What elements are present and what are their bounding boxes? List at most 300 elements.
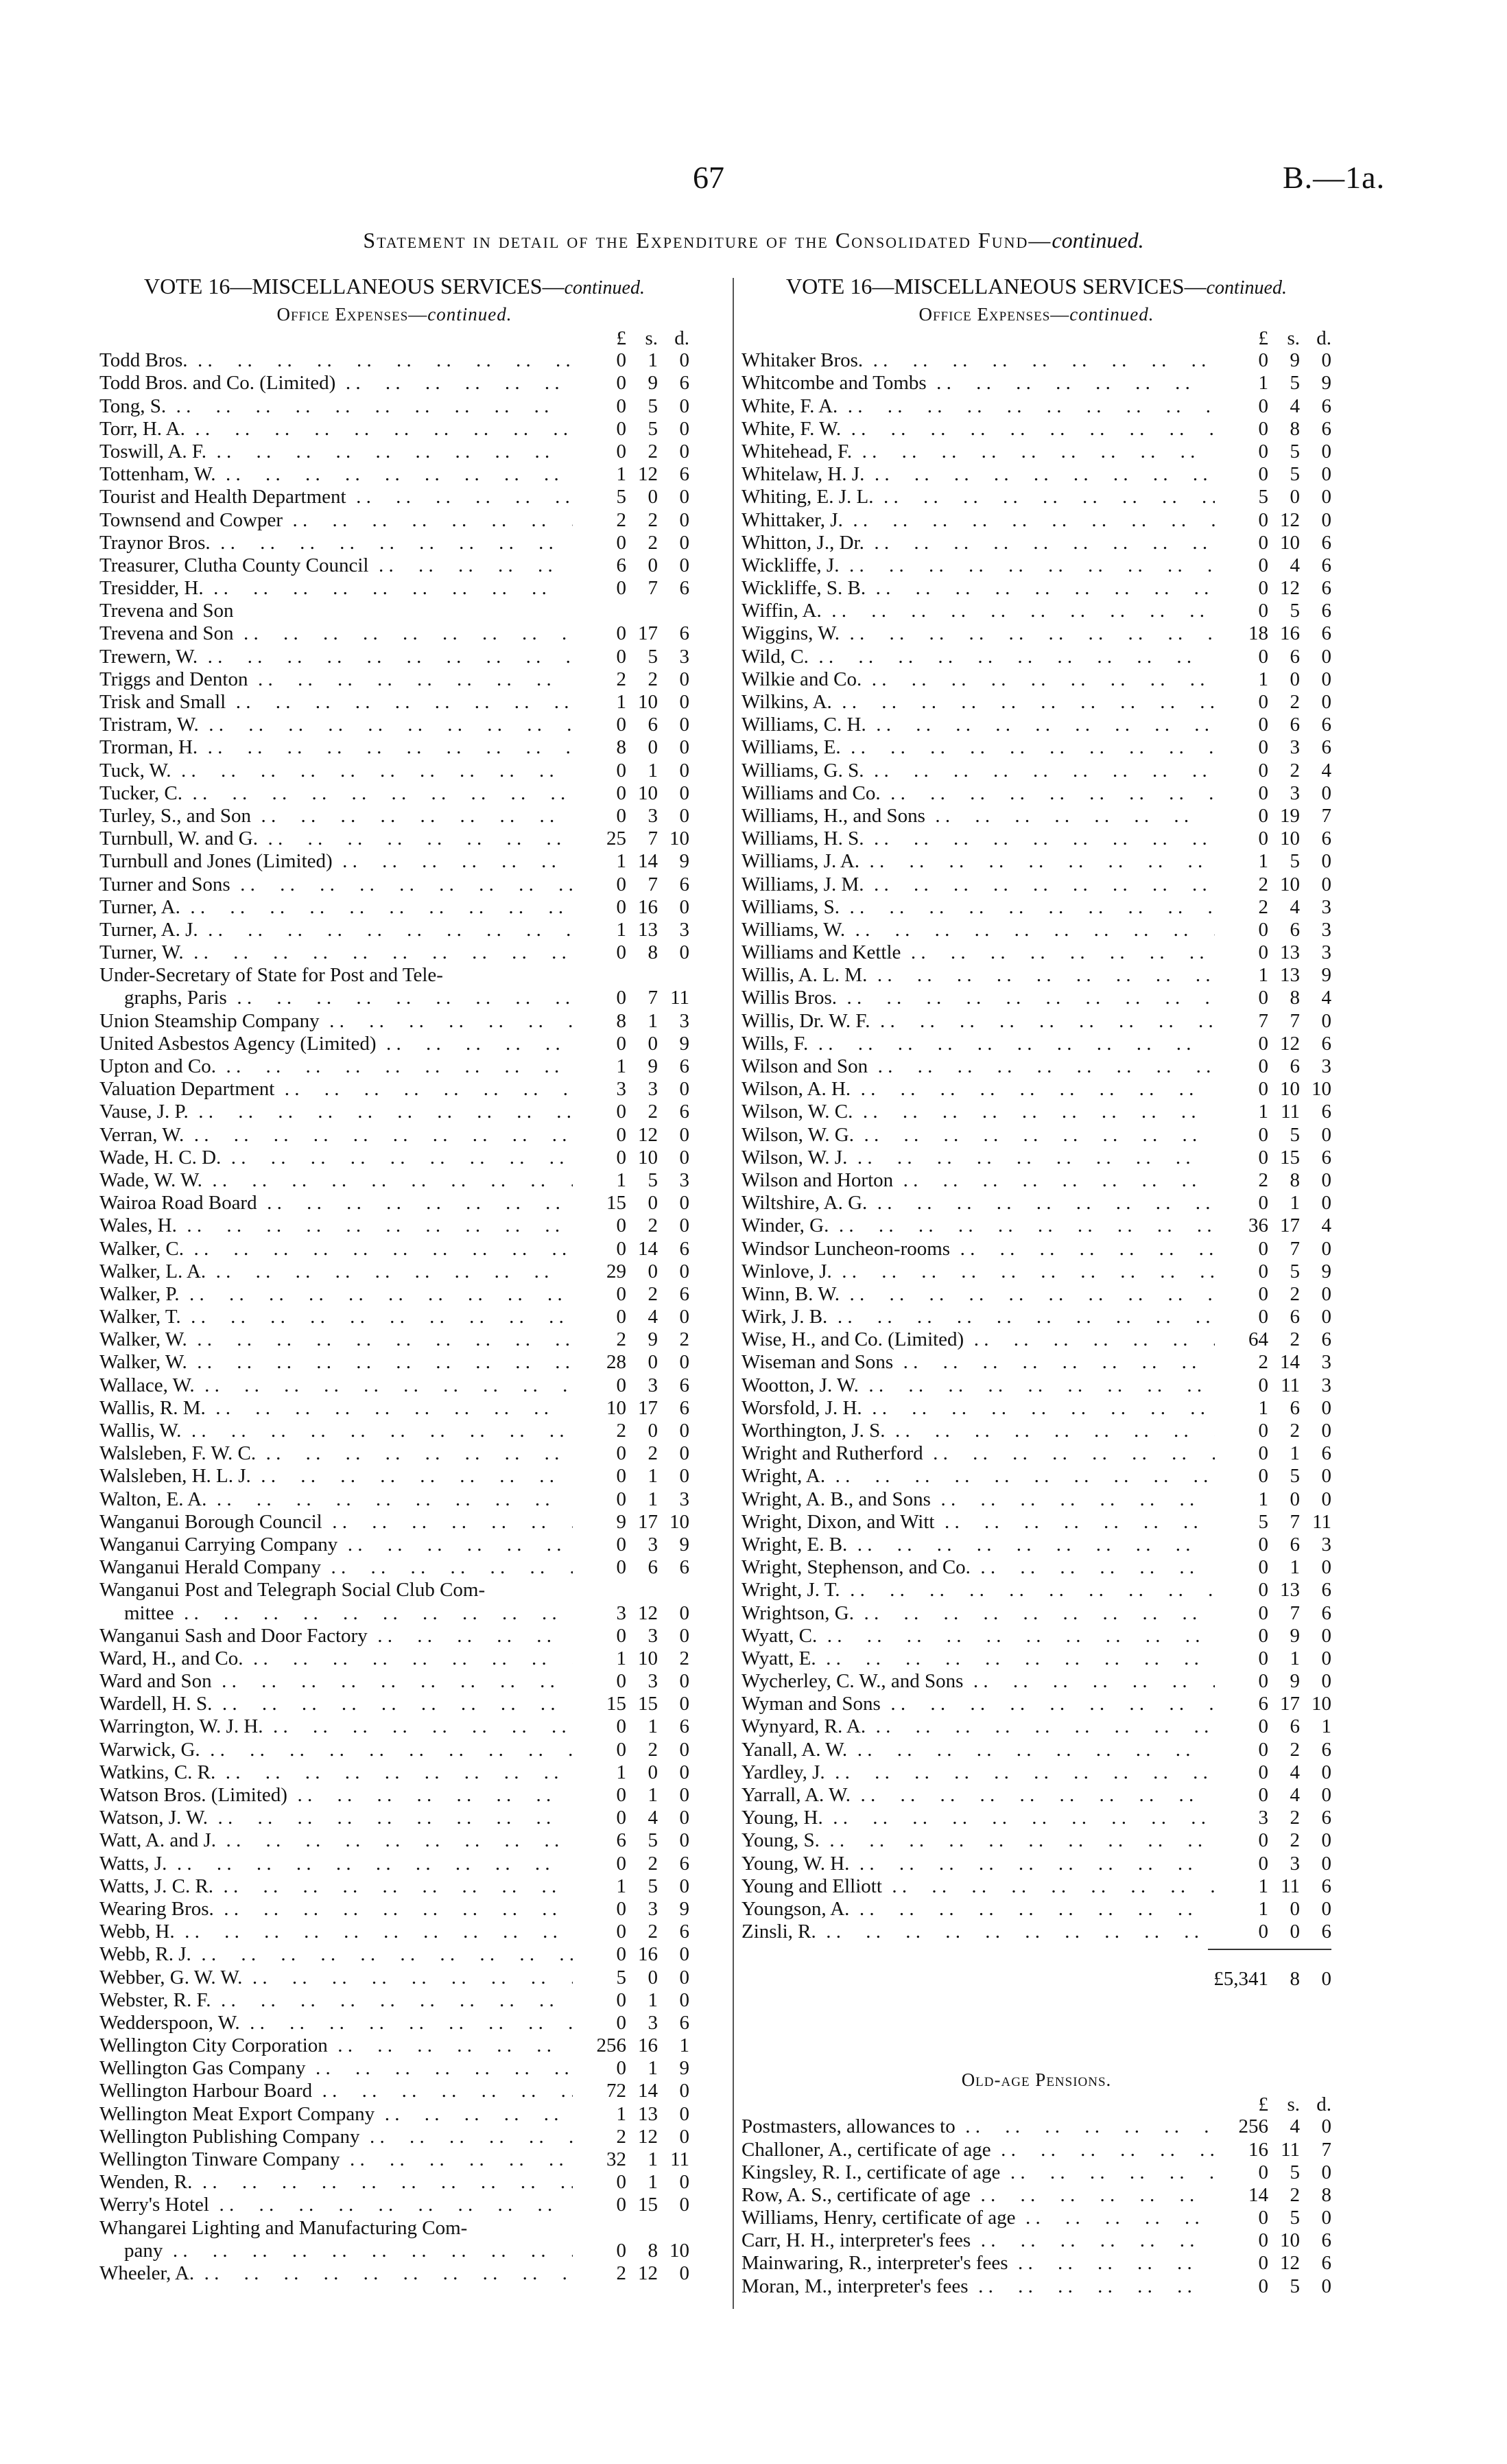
- ledger-row: [99, 645, 689, 668]
- shillings-value: 0: [648, 1420, 658, 1442]
- page-title: [0, 228, 1507, 253]
- pence-value: 0: [679, 1260, 689, 1282]
- pence-value: 0: [1321, 2115, 1331, 2138]
- pence-value: 0: [679, 1192, 689, 1215]
- payee-name: Wright, Dixon, and Witt . .: [741, 1511, 1215, 1534]
- payee-name: Young, S. . .: [741, 1829, 1215, 1852]
- ledger-row: [741, 1215, 1331, 1237]
- oap-ledger: [741, 2115, 1331, 2298]
- shillings-value: 12: [638, 463, 658, 486]
- pounds-value: 0: [1258, 1921, 1268, 1943]
- pounds-value: 0: [616, 1032, 626, 1055]
- ledger-row: [741, 782, 1331, 805]
- pence-value: 3: [1321, 1533, 1331, 1556]
- payee-name: Wairoa Road Board . .: [99, 1192, 573, 1215]
- shillings-value: 1: [648, 2148, 658, 2170]
- payee-name: Wrightson, G. . .: [741, 1602, 1215, 1625]
- pounds-value: 0: [1258, 577, 1268, 600]
- shillings-value: 4: [1290, 895, 1300, 918]
- shillings-value: 1: [648, 2057, 658, 2080]
- shillings-value: 1: [648, 1009, 658, 1032]
- shillings-value: 12: [1280, 577, 1300, 600]
- shillings-value: 5: [648, 1169, 658, 1191]
- ledger-row: [741, 850, 1331, 873]
- ledger-row: [99, 1442, 689, 1465]
- shillings-value: 3: [648, 1670, 658, 1693]
- pence-value: 0: [679, 714, 689, 736]
- payee-name: Whiting, E. J. L. . .: [741, 486, 1215, 508]
- pence-value: 6: [1321, 1601, 1331, 1624]
- pounds-value: 2: [616, 2262, 626, 2284]
- right-section-heading: [741, 301, 1331, 327]
- pounds-value: 0: [1258, 2161, 1268, 2183]
- ledger-row: [741, 2229, 1331, 2252]
- pounds-value: 0: [1258, 782, 1268, 804]
- pounds-value: 0: [1258, 508, 1268, 531]
- pence-value: 0: [679, 804, 689, 827]
- pence-value: 6: [1321, 600, 1331, 622]
- pounds-value: 0: [1258, 1306, 1268, 1328]
- payee-name: Wiffin, A. . .: [741, 600, 1215, 622]
- payee-name: Tong, S. . .: [99, 395, 573, 418]
- ledger-row: [741, 2184, 1331, 2207]
- pounds-value: 0: [616, 1215, 626, 1237]
- pounds-value: 25: [606, 828, 626, 850]
- ledger-row: [99, 1215, 689, 1237]
- shillings-value: 5: [648, 395, 658, 417]
- payee-name: Wade, W. W. . .: [99, 1169, 573, 1192]
- shillings-value: 6: [648, 1556, 658, 1579]
- pounds-value: 0: [1258, 804, 1268, 827]
- pounds-value: 0: [1258, 941, 1268, 964]
- payee-name: Wedderspoon, W. . .: [99, 2012, 573, 2034]
- shillings-value: 2: [648, 1921, 658, 1943]
- shillings-value: 1: [648, 1715, 658, 1738]
- ledger-row: [741, 1488, 1331, 1510]
- ledger-row: [99, 508, 689, 531]
- shillings-value: 10: [1280, 873, 1300, 895]
- pence-value: 6: [679, 1374, 689, 1396]
- ledger-row: [99, 1420, 689, 1442]
- pounds-value: 1: [1258, 1488, 1268, 1510]
- payee-name: Ward, H., and Co. . .: [99, 1647, 573, 1670]
- ledger-row: [741, 1807, 1331, 1829]
- shillings-value: 1: [648, 1988, 658, 2011]
- pounds-value: 0: [1258, 1032, 1268, 1055]
- pence-value: 0: [679, 1146, 689, 1169]
- pence-value: 6: [1321, 395, 1331, 417]
- payee-name: Williams, H., and Sons . .: [741, 805, 1215, 828]
- shillings-value: 4: [648, 1807, 658, 1829]
- pence-value: 0: [1321, 1169, 1331, 1191]
- payee-name: Treasurer, Clutha County Council . .: [99, 554, 573, 577]
- pounds-value: 2: [1258, 1351, 1268, 1374]
- shillings-value: 16: [638, 2034, 658, 2057]
- pence-value: 0: [679, 508, 689, 531]
- payee-name: Watt, A. and J. . .: [99, 1829, 573, 1852]
- pounds-value: 0: [1258, 463, 1268, 486]
- pounds-value: 72: [606, 2080, 626, 2102]
- pence-value: 0: [1321, 1396, 1331, 1419]
- shillings-value: 14: [638, 1237, 658, 1260]
- pounds-value: 0: [1258, 2229, 1268, 2252]
- ledger-row: [741, 372, 1331, 395]
- pounds-value: 0: [1258, 1715, 1268, 1738]
- pence-value: 6: [1321, 1921, 1331, 1943]
- ledger-row: [741, 554, 1331, 577]
- pence-value: 3: [679, 645, 689, 668]
- pounds-value: 9: [616, 1510, 626, 1533]
- shillings-value: 12: [638, 1601, 658, 1624]
- payee-name: Whitelaw, H. J. . .: [741, 463, 1215, 486]
- payee-name: Watson, J. W. . .: [99, 1807, 573, 1829]
- shillings-value: 0: [648, 1032, 658, 1055]
- payee-name: Wickliffe, J. . .: [741, 554, 1215, 577]
- right-vote-heading: [741, 273, 1331, 301]
- pounds-value: 0: [1258, 1556, 1268, 1579]
- pounds-value: 1: [616, 2102, 626, 2125]
- office-expenses-total: [741, 1960, 1331, 1991]
- payee-name: Willis, Dr. W. F. . .: [741, 1010, 1215, 1033]
- ledger-row: [99, 349, 689, 372]
- pounds-value: 0: [616, 804, 626, 827]
- pence-value: 0: [1321, 1647, 1331, 1669]
- payee-name: Williams, Henry, certificate of age . .: [741, 2207, 1215, 2229]
- pounds-value: 2: [1258, 873, 1268, 895]
- payee-name: Zinsli, R. . .: [741, 1921, 1215, 1943]
- pence-value: 0: [1321, 850, 1331, 873]
- shillings-value: 3: [648, 804, 658, 827]
- shillings-value: 1: [1290, 1192, 1300, 1215]
- right-section-title: Office Expenses—: [918, 304, 1070, 325]
- pounds-value: 0: [1258, 1670, 1268, 1693]
- left-vote-title: VOTE 16—MISCELLANEOUS SERVICES—: [144, 274, 565, 298]
- shillings-value: 1: [648, 1784, 658, 1806]
- payee-name: Wootton, J. W. . .: [741, 1374, 1215, 1397]
- pounds-value: 0: [1258, 1579, 1268, 1601]
- ledger-row: [741, 1169, 1331, 1192]
- payee-name: Wyatt, C. . .: [741, 1625, 1215, 1647]
- ledger-row: [99, 850, 689, 873]
- ledger-row: [99, 1943, 689, 1966]
- pounds-value: 1: [616, 691, 626, 713]
- shillings-value: 2: [1290, 1420, 1300, 1442]
- pence-value: 0: [1321, 1237, 1331, 1260]
- pence-value: 0: [679, 1966, 689, 1988]
- payee-name: Trewern, W. . .: [99, 646, 573, 668]
- payee-name: Winder, G. . .: [741, 1215, 1215, 1237]
- shillings-value: 4: [648, 1306, 658, 1328]
- total-pounds: £5,341: [1213, 1968, 1268, 1991]
- pounds-value: 0: [616, 2239, 626, 2262]
- pence-value: 0: [679, 1215, 689, 1237]
- pounds-value: 0: [1258, 1374, 1268, 1396]
- ledger-row: [741, 1693, 1331, 1715]
- shillings-value: 4: [1290, 1761, 1300, 1783]
- ledger-row: [741, 645, 1331, 668]
- payee-name: Williams, E. . .: [741, 736, 1215, 759]
- ledger-row: [99, 964, 689, 987]
- pounds-value: 0: [1258, 1784, 1268, 1806]
- ledger-row: [741, 987, 1331, 1009]
- pounds-value: 2: [616, 508, 626, 531]
- left-vote-cont: continued.: [564, 277, 645, 298]
- ledger-row: [741, 1283, 1331, 1306]
- pence-value: 0: [679, 1601, 689, 1624]
- shillings-value: 5: [1290, 440, 1300, 462]
- pounds-value: 0: [616, 531, 626, 554]
- pounds-value: 1: [616, 1647, 626, 1669]
- payee-name: Willis Bros. . .: [741, 987, 1215, 1009]
- pence-value: 4: [1321, 1215, 1331, 1237]
- shillings-value: 2: [1290, 1738, 1300, 1761]
- shillings-value: 5: [1290, 600, 1300, 622]
- payee-name: Torr, H. A. . .: [99, 418, 573, 441]
- ledger-row: [99, 1351, 689, 1374]
- pence-value: 3: [679, 1488, 689, 1510]
- pence-value: 0: [679, 2102, 689, 2125]
- shillings-value: 10: [1280, 531, 1300, 554]
- pence-value: 0: [1321, 1624, 1331, 1647]
- payee-name: Young, H. . .: [741, 1807, 1215, 1829]
- payee-name: Wiseman and Sons . .: [741, 1351, 1215, 1374]
- pounds-value: 1: [1258, 668, 1268, 690]
- pounds-value: 0: [1258, 1852, 1268, 1875]
- payee-name: Wright, A. B., and Sons . .: [741, 1488, 1215, 1511]
- document-code: B.—1a.: [1283, 160, 1386, 195]
- shillings-value: 13: [1280, 964, 1300, 987]
- pounds-value: 0: [616, 1306, 626, 1328]
- pence-value: 6: [1321, 1875, 1331, 1897]
- shillings-value: 2: [1290, 2183, 1300, 2206]
- pounds-header: £: [1258, 327, 1268, 349]
- payee-name: Wearing Bros. . .: [99, 1898, 573, 1921]
- payee-name: Wardell, H. S. . .: [99, 1693, 573, 1715]
- pence-value: 6: [679, 1101, 689, 1123]
- pence-value: 0: [679, 486, 689, 508]
- ledger-row: [99, 2126, 689, 2148]
- payee-name: Turnbull and Jones (Limited) . .: [99, 850, 573, 873]
- pounds-value: 1: [616, 918, 626, 941]
- left-section-cont: continued.: [427, 304, 512, 325]
- pounds-value: 0: [1258, 1146, 1268, 1169]
- ledger-row: [99, 1306, 689, 1328]
- pounds-value: 0: [616, 417, 626, 440]
- payee-name: Wilson and Son . .: [741, 1055, 1215, 1078]
- pence-value: 11: [670, 2148, 689, 2170]
- payee-name: Walton, E. A. . .: [99, 1488, 573, 1511]
- payee-name: Williams, J. A. . .: [741, 850, 1215, 873]
- pounds-value: 0: [616, 1442, 626, 1465]
- shillings-value: 6: [1290, 1533, 1300, 1556]
- payee-name: Watkins, C. R. . .: [99, 1761, 573, 1784]
- pence-value: 4: [1321, 759, 1331, 782]
- payee-name: Wilson, W. J. . .: [741, 1147, 1215, 1169]
- pounds-value: 8: [616, 1009, 626, 1032]
- pounds-value: 0: [616, 1715, 626, 1738]
- pence-value: 11: [1312, 1510, 1331, 1533]
- shillings-value: 0: [648, 1260, 658, 1282]
- pence-value: 0: [1321, 2275, 1331, 2297]
- ledger-row: [741, 2252, 1331, 2275]
- pence-value: 0: [679, 1351, 689, 1374]
- pounds-value: 0: [616, 759, 626, 782]
- payee-name: Wanganui Sash and Door Factory . .: [99, 1625, 573, 1647]
- pence-value: 6: [1321, 554, 1331, 576]
- shillings-value: 1: [648, 1465, 658, 1488]
- shillings-value: 2: [1290, 1829, 1300, 1852]
- pence-value: 0: [679, 1988, 689, 2011]
- pence-value: 9: [679, 1533, 689, 1556]
- ledger-row: [741, 1078, 1331, 1101]
- ledger-row: [741, 508, 1331, 531]
- shillings-value: 3: [1290, 1852, 1300, 1875]
- payee-name: Windsor Luncheon-rooms . .: [741, 1238, 1215, 1260]
- pence-value: 0: [1321, 1009, 1331, 1032]
- pounds-value: 0: [1258, 1533, 1268, 1556]
- payee-name: Wilson, W. G. . .: [741, 1124, 1215, 1147]
- payee-name: Wellington Harbour Board . .: [99, 2080, 573, 2102]
- shillings-value: 4: [1290, 2115, 1300, 2138]
- pence-value: 6: [679, 1715, 689, 1738]
- pence-value: 0: [679, 895, 689, 918]
- payee-name: Moran, M., interpreter's fees . .: [741, 2275, 1215, 2298]
- ledger-row: [99, 1192, 689, 1215]
- payee-name: Upton and Co. . .: [99, 1055, 573, 1078]
- ledger-row: [741, 1055, 1331, 1078]
- pounds-value: 1: [1258, 1897, 1268, 1920]
- payee-name: Wycherley, C. W., and Sons . .: [741, 1670, 1215, 1693]
- shillings-value: 17: [1280, 1215, 1300, 1237]
- pounds-value: 14: [1248, 2183, 1268, 2206]
- pence-value: 0: [1321, 1761, 1331, 1783]
- ledger-row: [741, 1921, 1331, 1943]
- pence-value: 3: [1321, 1351, 1331, 1374]
- pence-value: 0: [1321, 1897, 1331, 1920]
- pence-value: 0: [1321, 2161, 1331, 2183]
- ledger-row: [99, 1989, 689, 2012]
- pence-value: 7: [1321, 804, 1331, 827]
- ledger-row: [99, 2171, 689, 2194]
- payee-name: Wellington City Corporation . .: [99, 2034, 573, 2057]
- ledger-row: [99, 1033, 689, 1055]
- ledger-row: [99, 828, 689, 850]
- pounds-value: 0: [1258, 736, 1268, 759]
- payee-name: Todd Bros. . .: [99, 349, 573, 372]
- pounds-header: £: [616, 327, 626, 349]
- ledger-row: [741, 1829, 1331, 1852]
- ledger-row: [741, 873, 1331, 895]
- shillings-value: 1: [648, 2171, 658, 2194]
- pounds-value: 256: [596, 2034, 626, 2057]
- ledger-row: [741, 2138, 1331, 2161]
- payee-name: Wright, Stephenson, and Co. . .: [741, 1556, 1215, 1579]
- ledger-row: [741, 349, 1331, 372]
- pence-value: 0: [1321, 440, 1331, 462]
- payee-name: Wynyard, R. A. . .: [741, 1715, 1215, 1738]
- payee-name: Wales, H. . .: [99, 1215, 573, 1237]
- payee-name: Wheeler, A. . .: [99, 2262, 573, 2285]
- shillings-value: 2: [1290, 1282, 1300, 1305]
- payee-name: Walker, W. . .: [99, 1328, 573, 1351]
- ledger-row: [99, 736, 689, 759]
- shillings-value: 2: [648, 1852, 658, 1875]
- pence-value: 0: [1321, 463, 1331, 486]
- shillings-value: 5: [648, 417, 658, 440]
- ledger-row: [99, 2057, 689, 2080]
- pounds-value: 0: [616, 1897, 626, 1920]
- pounds-value: 0: [616, 2057, 626, 2080]
- pounds-value: 2: [616, 1420, 626, 1442]
- ledger-row: [741, 418, 1331, 441]
- shillings-value: 11: [1281, 1101, 1300, 1123]
- pounds-value: 0: [1258, 691, 1268, 713]
- ledger-row: [741, 2275, 1331, 2297]
- pounds-value: 0: [1258, 1055, 1268, 1077]
- pounds-value: 0: [1258, 2252, 1268, 2275]
- left-section-title: Office Expenses—: [276, 304, 428, 325]
- pounds-value: 0: [616, 1465, 626, 1488]
- pence-value: 0: [679, 417, 689, 440]
- pounds-value: 0: [616, 714, 626, 736]
- pence-value: 4: [1321, 987, 1331, 1009]
- ledger-row: [741, 577, 1331, 600]
- shillings-value: 10: [1280, 2229, 1300, 2252]
- ledger-row: [741, 1351, 1331, 1374]
- payee-name: Williams and Kettle . .: [741, 941, 1215, 964]
- shillings-value: 2: [648, 1101, 658, 1123]
- shillings-value: 7: [648, 873, 658, 895]
- ledger-row: [741, 1306, 1331, 1328]
- pence-value: 6: [1321, 622, 1331, 645]
- shillings-value: 4: [1290, 1784, 1300, 1806]
- ledger-row: [741, 1442, 1331, 1465]
- ledger-row: [99, 577, 689, 600]
- ledger-row: [99, 2240, 689, 2262]
- ledger-row: [741, 441, 1331, 463]
- ledger-row: [99, 1123, 689, 1146]
- shillings-value: 5: [648, 645, 658, 668]
- ledger-row: [99, 1761, 689, 1784]
- shillings-value: 1: [648, 759, 658, 782]
- ledger-row: [99, 2034, 689, 2057]
- pounds-value: 0: [1258, 987, 1268, 1009]
- pence-value: 0: [1321, 1192, 1331, 1215]
- pence-value: 0: [1321, 1488, 1331, 1510]
- shillings-value: 6: [1290, 645, 1300, 668]
- shillings-header: s.: [1287, 327, 1300, 349]
- pounds-value: 0: [1258, 1829, 1268, 1852]
- payee-name: Walker, W. . .: [99, 1351, 573, 1374]
- ledger-row: [741, 2161, 1331, 2184]
- payee-name: Webster, R. F. . .: [99, 1989, 573, 2012]
- ledger-row: [741, 1033, 1331, 1055]
- ledger-row: [99, 622, 689, 645]
- payee-name: Wilson and Horton . .: [741, 1169, 1215, 1192]
- payee-name: Wyman and Sons . .: [741, 1693, 1215, 1715]
- pence-value: 6: [1321, 714, 1331, 736]
- payee-name: Warrington, W. J. H. . .: [99, 1715, 573, 1738]
- shillings-value: 2: [1290, 759, 1300, 782]
- payee-name: Challoner, A., certificate of age . .: [741, 2139, 1215, 2161]
- pence-value: 0: [679, 2262, 689, 2284]
- pence-value: 0: [679, 2080, 689, 2102]
- ledger-row: [99, 1875, 689, 1898]
- ledger-row: [99, 1784, 689, 1807]
- pence-value: 0: [679, 782, 689, 804]
- shillings-value: 2: [648, 531, 658, 554]
- shillings-value: 11: [1281, 1875, 1300, 1897]
